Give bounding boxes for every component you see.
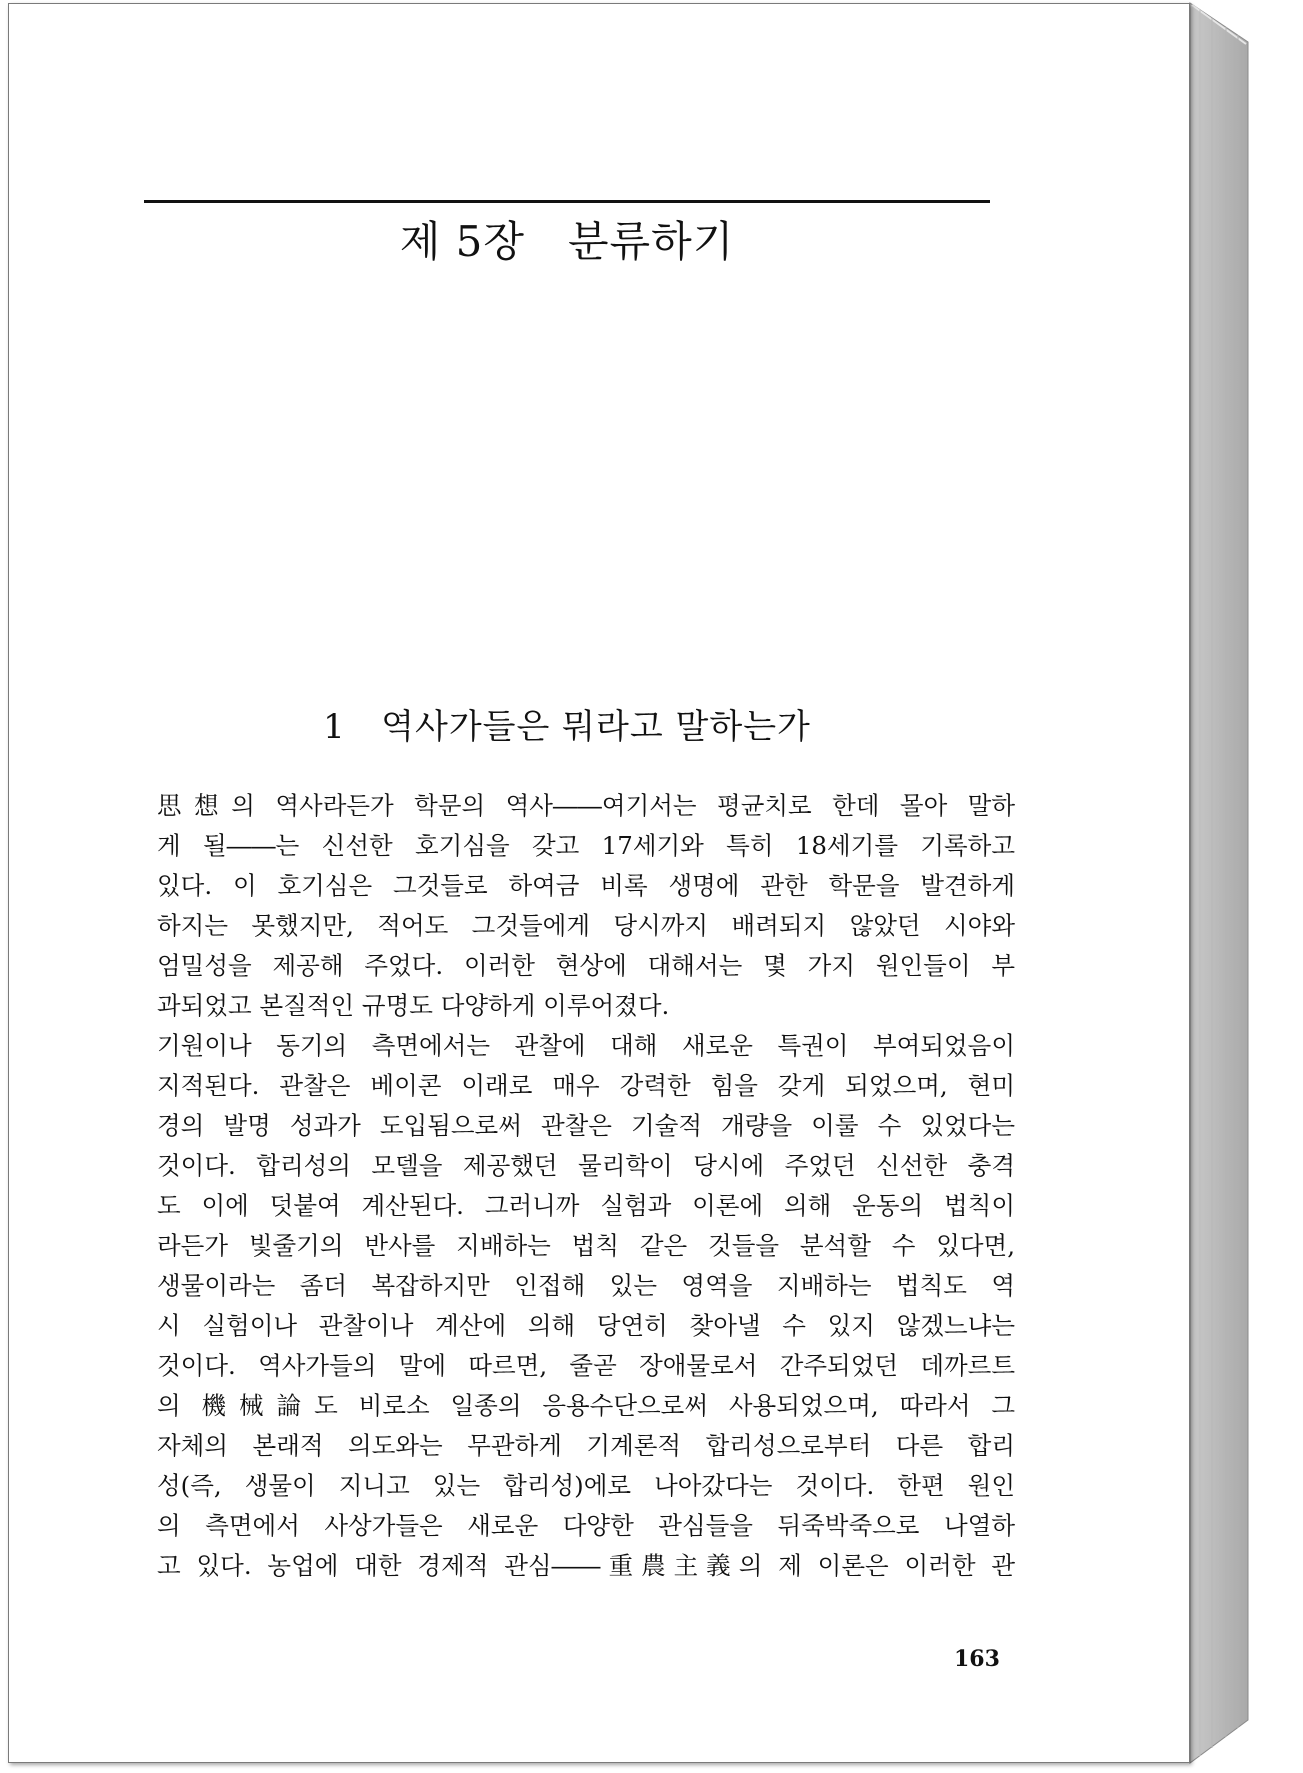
text-line: 지적된다. 관찰은 베이콘 이래로 매우 강력한 힘을 갖게 되었으며, 현미	[157, 1071, 1015, 1100]
text-line: 것이다. 역사가들의 말에 따르면, 줄곧 장애물로서 간주되었던 데까르트	[157, 1351, 1015, 1380]
section-title: 1 역사가들은 뭐라고 말하는가	[323, 707, 811, 747]
text-line: 게 될――는 신선한 호기심을 갖고 17세기와 특히 18세기를 기록하고	[157, 831, 1015, 860]
text-line: 하지는 못했지만, 적어도 그것들에게 당시까지 배려되지 않았던 시야와	[157, 911, 1015, 940]
text-line: 엄밀성을 제공해 주었다. 이러한 현상에 대해서는 몇 가지 원인들이 부	[157, 951, 1015, 980]
text-line: 도 이에 덧붙여 계산된다. 그러니까 실험과 이론에 의해 운동의 법칙이	[157, 1191, 1015, 1220]
text-line: 思想의 역사라든가 학문의 역사――여기서는 평균치로 한데 몰아 말하	[157, 791, 1015, 820]
text-line: 생물이라는 좀더 복잡하지만 인접해 있는 영역을 지배하는 법칙도 역	[157, 1271, 1015, 1300]
page-number: 163	[954, 1646, 1000, 1672]
body-text	[157, 786, 1015, 1586]
text-line: 의 機械論도 비로소 일종의 응용수단으로써 사용되었으며, 따라서 그	[157, 1391, 1015, 1420]
text-line: 고 있다. 농업에 대한 경제적 관심――重農主義의 제 이론은 이러한 관	[157, 1551, 1015, 1580]
text-line: 시 실험이나 관찰이나 계산에 의해 당연히 찾아낼 수 있지 않겠느냐는	[157, 1311, 1015, 1340]
chapter-rule	[144, 200, 990, 203]
paragraph	[157, 786, 1015, 1026]
paragraph	[157, 1026, 1015, 1586]
text-line: 의 측면에서 사상가들은 새로운 다양한 관심들을 뒤죽박죽으로 나열하	[157, 1511, 1015, 1540]
text-line: 성(즉, 생물이 지니고 있는 합리성)에로 나아갔다는 것이다. 한편 원인	[157, 1471, 1015, 1500]
text-line: 라든가 빛줄기의 반사를 지배하는 법칙 같은 것들을 분석할 수 있다면,	[157, 1231, 1015, 1260]
text-line: 과되었고 본질적인 규명도 다양하게 이루어졌다.	[157, 991, 670, 1020]
text-line: 경의 발명 성과가 도입됨으로써 관찰은 기술적 개량을 이룰 수 있었다는	[157, 1111, 1015, 1140]
text-line: 것이다. 합리성의 모델을 제공했던 물리학이 당시에 주었던 신선한 충격	[157, 1151, 1015, 1180]
chapter-title: 제 5장 분류하기	[399, 217, 735, 266]
text-line: 있다. 이 호기심은 그것들로 하여금 비록 생명에 관한 학문을 발견하게	[157, 871, 1015, 900]
text-line: 자체의 본래적 의도와는 무관하게 기계론적 합리성으로부터 다른 합리	[157, 1431, 1015, 1460]
book-page	[8, 3, 1190, 1763]
text-line: 기원이나 동기의 측면에서는 관찰에 대해 새로운 특권이 부여되었음이	[157, 1031, 1015, 1060]
page-stack-edge	[1190, 3, 1248, 1763]
